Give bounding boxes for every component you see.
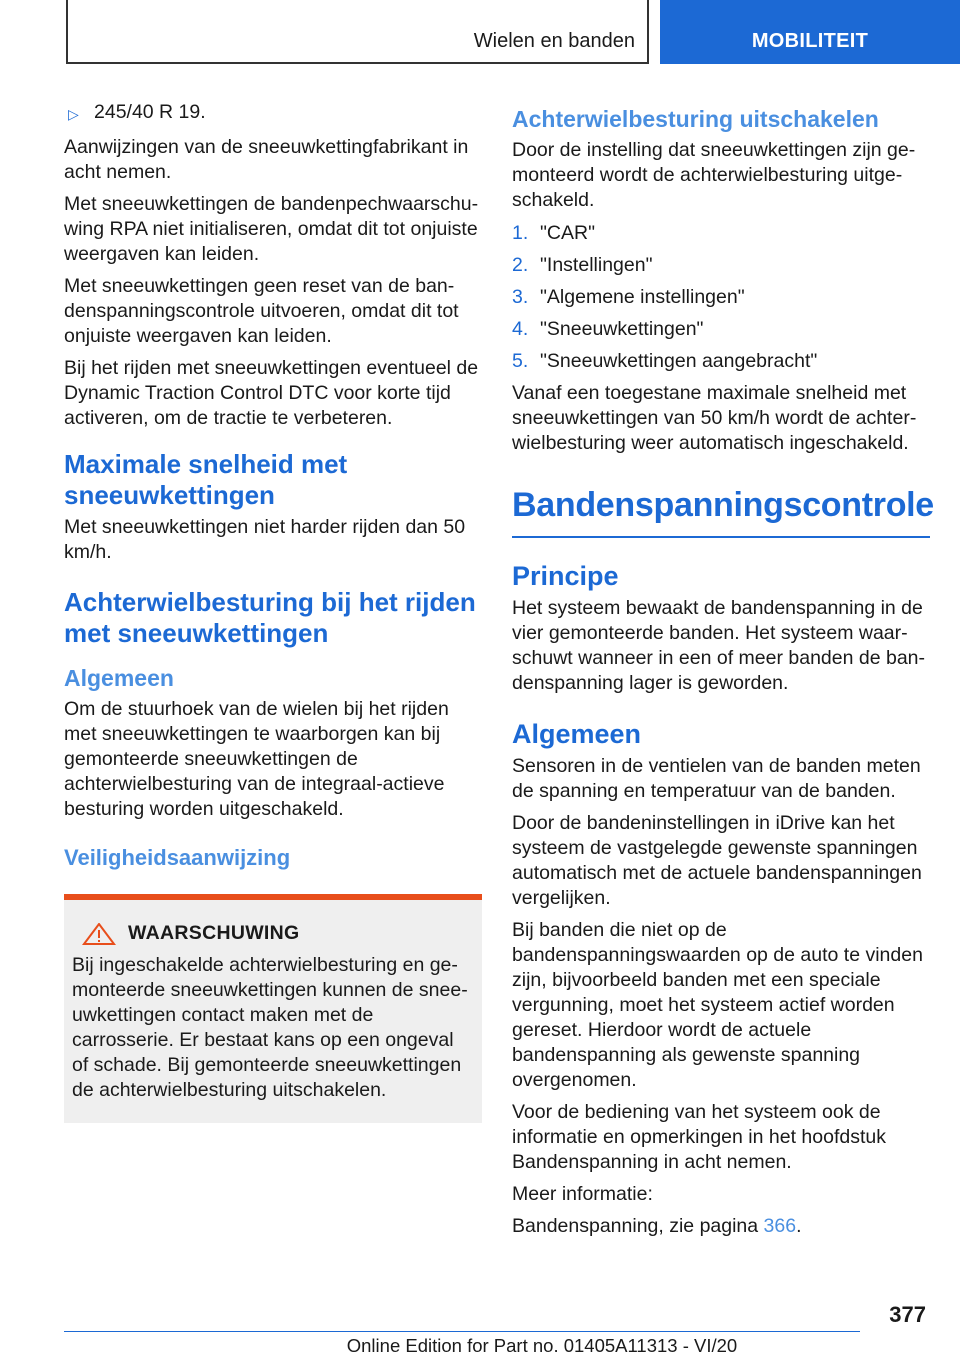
tire-size-bullet	[64, 100, 482, 127]
step-number: 3.	[512, 286, 529, 308]
paragraph: Met sneeuwkettingen geen reset van de bandenspanningscontrole uitvoeren, omdat dit tot onjuiste weergaven kan leiden.	[64, 275, 459, 347]
list-item	[512, 221, 930, 246]
step-text: "Instellingen"	[540, 254, 653, 276]
heading-disable-rear-steering: Achterwielbesturing uitschakelen	[512, 106, 879, 132]
paragraph: Bij banden die niet op de bandenspanningswaarden op de auto te vinden zijn, bijvoorbeeld banden met een speciale vergunning, moet het systeem actief worden gereset. Hierdoor wordt de actuele bandenspanning als gewenste spanning overgenomen.	[512, 919, 923, 1091]
paragraph: Door de bandeninstellingen in iDrive kan het systeem de vastgelegde gewenste spanningen automatisch met de actuele bandenspanningen vergelijken.	[512, 812, 922, 909]
footer-divider	[64, 1331, 860, 1332]
section-tab	[660, 0, 960, 64]
step-number: 4.	[512, 318, 529, 340]
left-column	[64, 100, 482, 1123]
warning-title: WAARSCHUWING	[128, 922, 300, 944]
paragraph: Met sneeuwkettingen niet harder rijden dan 50 km/h.	[64, 516, 466, 563]
paragraph: Het systeem bewaakt de bandenspanning in de vier gemonteerde banden. Het systeem waarschuwt wanneer in een of meer banden de bandenspanning lager is geworden.	[512, 597, 926, 694]
reference-end: .	[796, 1215, 802, 1237]
section-tab-label: MOBILITEIT	[751, 30, 869, 52]
paragraph: Door de instelling dat sneeuwkettingen zijn gemonteerd wordt de achterwielbesturing uitgeschakeld.	[512, 139, 916, 211]
paragraph: Om de stuurhoek van de wielen bij het rijden met sneeuwkettingen te waarborgen kan bij gemonteerde sneeuwkettingen de achterwielbesturing van de integraal-actieve besturing worden uitgeschakeld.	[64, 698, 449, 820]
chapter-title: Wielen en banden	[473, 30, 635, 52]
paragraph: Meer informatie:	[512, 1183, 653, 1205]
heading-safety: Veiligheidsaanwijzing	[64, 845, 291, 870]
heading-general: Algemeen	[512, 719, 642, 749]
warning-triangle-icon	[82, 923, 116, 945]
step-text: "Sneeuwkettingen"	[540, 318, 704, 340]
paragraph: Voor de bediening van het systeem ook de informatie en opmerkingen in het hoofdstuk Bandenspanning in acht nemen.	[512, 1101, 886, 1173]
header-chapter-box	[66, 0, 649, 64]
reference-paragraph	[512, 1214, 930, 1239]
step-text: "CAR"	[540, 222, 596, 244]
edition-text: Online Edition for Part no. 01405A11313 - VI/20	[346, 1335, 738, 1356]
heading-rear-steering: Achterwielbesturing bij het rijden met sneeuwkettingen	[64, 587, 476, 648]
bullet-text: 245/40 R 19.	[94, 101, 206, 123]
step-text: "Algemene instellingen"	[540, 286, 745, 308]
warning-box	[64, 894, 482, 1123]
list-item	[512, 317, 930, 342]
paragraph: Sensoren in de ventielen van de banden meten de spanning en temperatuur van de banden.	[512, 755, 921, 802]
heading-max-speed: Maximale snelheid met sneeuwkettingen	[64, 449, 348, 510]
step-text: "Sneeuwkettingen aangebracht"	[540, 350, 818, 372]
warning-header	[72, 922, 474, 945]
step-number: 1.	[512, 222, 529, 244]
paragraph: Vanaf een toegestane maximale snelheid met sneeuwkettingen van 50 km/h wordt de achterwielbesturing weer automatisch ingeschakeld.	[512, 382, 917, 454]
list-item	[512, 349, 930, 374]
triangle-bullet-icon: ▷	[68, 106, 79, 122]
step-number: 2.	[512, 254, 529, 276]
paragraph: Met sneeuwkettingen de bandenpechwaarschuwing RPA niet initialiseren, omdat dit tot onjuiste weergaven kan leiden.	[64, 193, 479, 265]
heading-principle: Principe	[512, 561, 619, 591]
warning-text: Bij ingeschakelde achterwielbesturing en gemonteerde sneeuwkettingen kunnen de sneeuwkettingen contact maken met de carrosserie. Er bestaat kans op een ongeval of schade. Bij gemonteerde sneeuwkettingen de achterwielbesturing uitschakelen.	[72, 954, 468, 1101]
steps-list	[512, 221, 930, 374]
paragraph: Bij het rijden met sneeuwkettingen eventueel de Dynamic Traction Control DTC voor korte tijd activeren, om de tractie te verbeteren.	[64, 357, 479, 429]
section-title: Bandenspanningscontrole	[512, 484, 930, 538]
page-link[interactable]: 366	[763, 1215, 797, 1237]
page-number: 377	[889, 1302, 926, 1327]
footer-edition	[0, 1335, 960, 1357]
list-item	[512, 253, 930, 278]
heading-general: Algemeen	[64, 665, 174, 691]
list-item	[512, 285, 930, 310]
reference-text: Bandenspanning, zie pagina	[512, 1215, 764, 1237]
paragraph: Aanwijzingen van de sneeuwkettingfabrikant in acht nemen.	[64, 136, 469, 183]
step-number: 5.	[512, 350, 529, 372]
right-column	[512, 100, 934, 1246]
